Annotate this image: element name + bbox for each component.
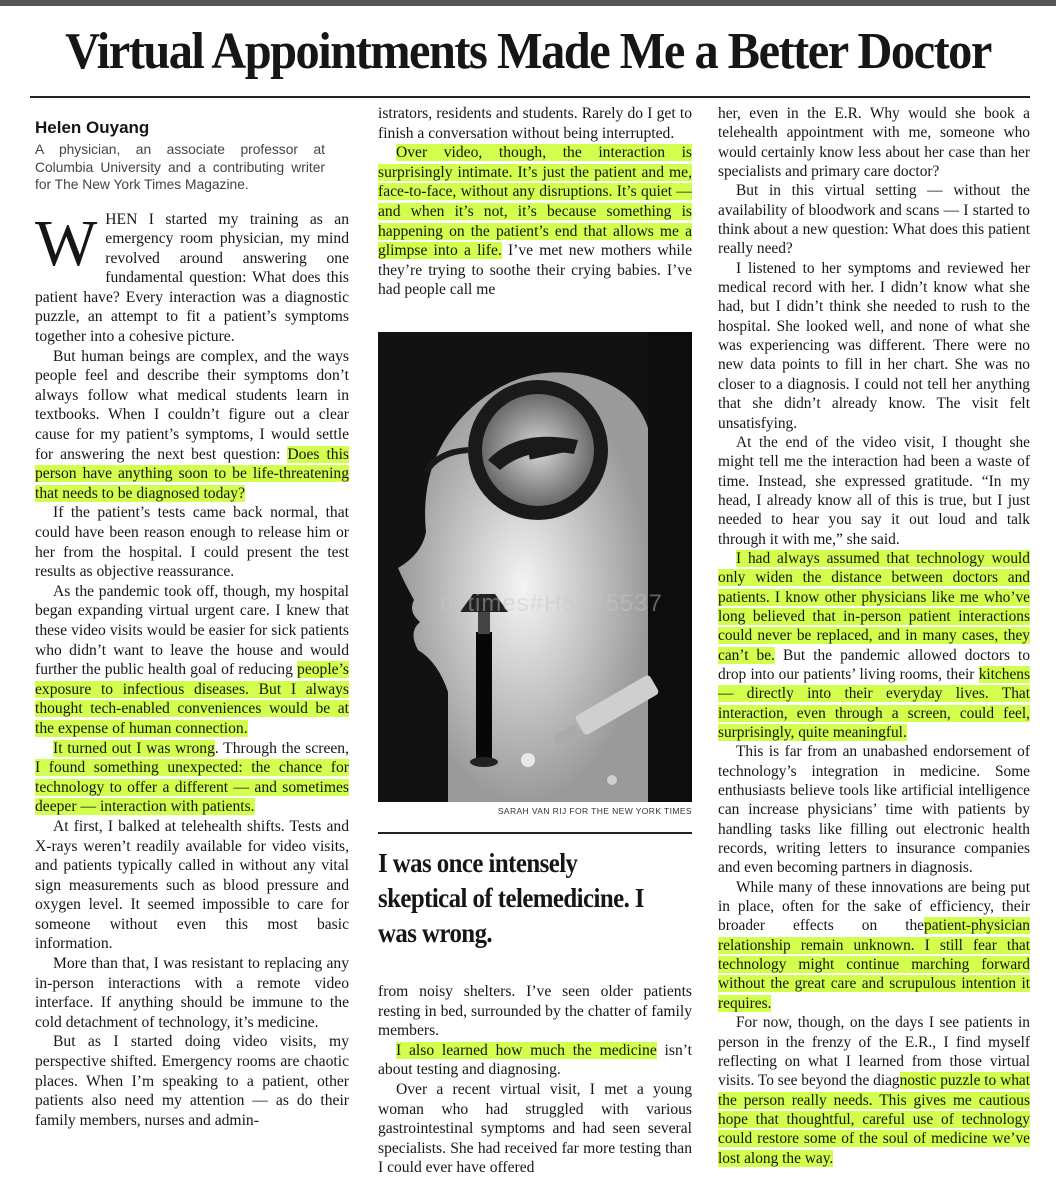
photo-illustration [378, 332, 692, 802]
highlighted-text: It turned out I was wrong [53, 739, 215, 757]
highlighted-text: I had always assumed that technology would only widen the distance between doctors and patients. I know other physicians like me who’ve long believed that in-person patient interactions could never be replaced, and in many cases, they can’t be. [718, 549, 1030, 664]
text: But human beings are complex, and the ways people feel and describe their symptoms don’t always follow what medical students learn in textbooks. When I couldn’t figure out a clear cause for my patient’s symptoms, I would settle for answering the next best question: [35, 347, 349, 463]
highlighted-text: kitchens — directly into their everyday lives. That interaction, even through a screen, could feel, surprisingly, quite meaningful. [718, 665, 1030, 741]
paragraph: I listened to her symptoms and reviewed her medical record with her. I didn’t know what she had, but I didn’t think she needed to rush to the hospital. She looked well, and none of what she was experiencing was different. There were no new data points to fill in her chart. She was no closer to a diagnosis. I could not tell her anything that she didn’t already know. The visit felt unsatisfying. [718, 259, 1030, 432]
paragraph [35, 739, 349, 817]
photo-credit: SARAH VAN RIJ FOR THE NEW YORK TIMES [497, 806, 692, 816]
paragraph: More than that, I was resistant to replacing any in-person interactions with a remote video interface. If anything should be immune to the cold detachment of technology, it’s medicine. [35, 955, 349, 1031]
watermark: nytimes#H5875537 [440, 590, 663, 617]
author-bio: A physician, an associate professor at Columbia University and a contributing writer for The New York Times Magazine. [35, 142, 325, 192]
paragraph [378, 143, 692, 300]
paragraph: But as I started doing video visits, my perspective shifted. Emergency rooms are chaotic places. When I’m speaking to a patient, other patients also need my attention — as do their family members, nurses and admin- [35, 1033, 349, 1129]
column-2 [378, 104, 692, 300]
paragraph: But in this virtual setting — without the availability of bloodwork and scans — I started to think about a new question: What does this patient really need? [718, 182, 1030, 258]
paragraph: This is far from an unabashed endorsement of technology’s integration in medicine. Some enthusiasts believe tools like artificial intelligence can increase physicians’ time with patients by handling tasks like filling out electronic health records, writing letters to insurance companies and even becoming partners in diagnosis. [718, 743, 1030, 877]
highlighted-text: I also learned how much the medicine [396, 1041, 657, 1059]
headline: Virtual Appointments Made Me a Better Doctor [65, 23, 991, 80]
paragraph [718, 878, 1030, 1013]
text: isn’t about testing and diagnosing. [378, 1041, 692, 1079]
paragraph: from noisy shelters. I’ve seen older patients resting in bed, surrounded by the chatter of family members. [378, 983, 692, 1040]
paragraph [718, 1013, 1030, 1168]
highlighted-text: people’s exposure to infectious diseases. But I always thought tech-enabled conveniences would be at the expense of human connection. [35, 661, 349, 737]
paragraph: At first, I balked at telehealth shifts. Tests and X-rays weren’t readily available for video visits, and patients typically called in without any vital sign measurements such as blood pressure and oxygen level. It seemed impossible to care for someone without even this most basic information. [35, 817, 349, 953]
column-1 [35, 104, 349, 1130]
highlighted-text: patient-physician relationship remain unknown. I still fear that technology might continue marching forward without the great care and scrupulous intention it requires. [718, 917, 1030, 1012]
paragraph: If the patient’s tests came back normal, that could have been reason enough to release him or her from the hospital. I could present the test results as objective reassurance. [35, 504, 349, 581]
headline-rule [30, 96, 1030, 98]
highlighted-text: nostic puzzle to what the person really needs. This gives me cautious hope that thoughtful, careful use of technology could restore some of the soul of medicine we’ve lost along the way. [718, 1072, 1030, 1167]
text: While many of these innovations are being put in place, often for the sake of efficiency, their broader effects on the [718, 878, 1030, 935]
text: But the pandemic allowed doctors to drop into our patients’ living rooms, their [718, 646, 1031, 683]
text: HEN I started my training as an emergency room physician, my mind revolved around answering one fundamental question: What does this patient have? Every interaction was a diagnostic puzzle, an attempt to fit a patient’s symptoms together into a cohesive picture. [35, 210, 349, 346]
text: I’ve met new mothers while they’re trying to soothe their crying babies. I’ve had people call me [378, 242, 692, 299]
column-3 [718, 104, 1030, 1168]
pull-quote: I was once intensely skeptical of telemedicine. I was wrong. [378, 848, 645, 948]
paragraph [35, 582, 349, 739]
paragraph [35, 206, 349, 347]
paragraph [718, 549, 1030, 742]
top-border [0, 0, 1056, 6]
text: . Through the screen, [214, 739, 349, 757]
paragraph: her, even in the E.R. Why would she book a telehealth appointment with me, someone who would certainly know less about her case than her specialists and primary care doctor? [718, 105, 1030, 181]
paragraph: At the end of the video visit, I thought she might tell me the interaction had been a waste of time. Instead, she expressed gratitude. “In my head, I already know all of this is true, but I just needed to hear you say it out loud and talk through it with me,” she said. [718, 433, 1030, 548]
paragraph: Over a recent virtual visit, I met a young woman who had struggled with various gastrointestinal symptoms and had seen several specialists. She had received far more testing than I could ever have offered [378, 1080, 692, 1177]
text: As the pandemic took off, though, my hospital began expanding virtual urgent care. I knew that these video visits would be easier for sick patients who didn’t want to leave the house and would further the public health goal of reducing [35, 582, 349, 679]
column-2-bottom [378, 982, 692, 1178]
text: For now, though, on the days I see patients in person in the frenzy of the E.R., I find myself reflecting on what I learned from those virtual visits. To see beyond the diag [718, 1014, 1030, 1090]
highlighted-text: I found something unexpected: the chance for technology to offer a different — and sometimes deeper — interaction with patients. [35, 759, 349, 816]
highlighted-text: Over video, though, the interaction is surprisingly intimate. It’s just the patient and me, face-to-face, without any disruptions. It’s quiet — and when it’s not, it’s because something is happening on the patient’s end that allows me a glimpse into a life. [378, 144, 692, 260]
paragraph [378, 1041, 692, 1080]
highlighted-text: Does this person have anything soon to be life-threatening that needs to be diagnosed today? [35, 445, 349, 502]
paragraph [35, 347, 349, 504]
paragraph: istrators, residents and students. Rarely do I get to finish a conversation without being interrupted. [378, 105, 692, 142]
pullquote-rule [378, 832, 692, 834]
author-name: Helen Ouyang [35, 118, 150, 137]
article-photo [378, 332, 692, 802]
drop-cap: W [35, 206, 98, 280]
